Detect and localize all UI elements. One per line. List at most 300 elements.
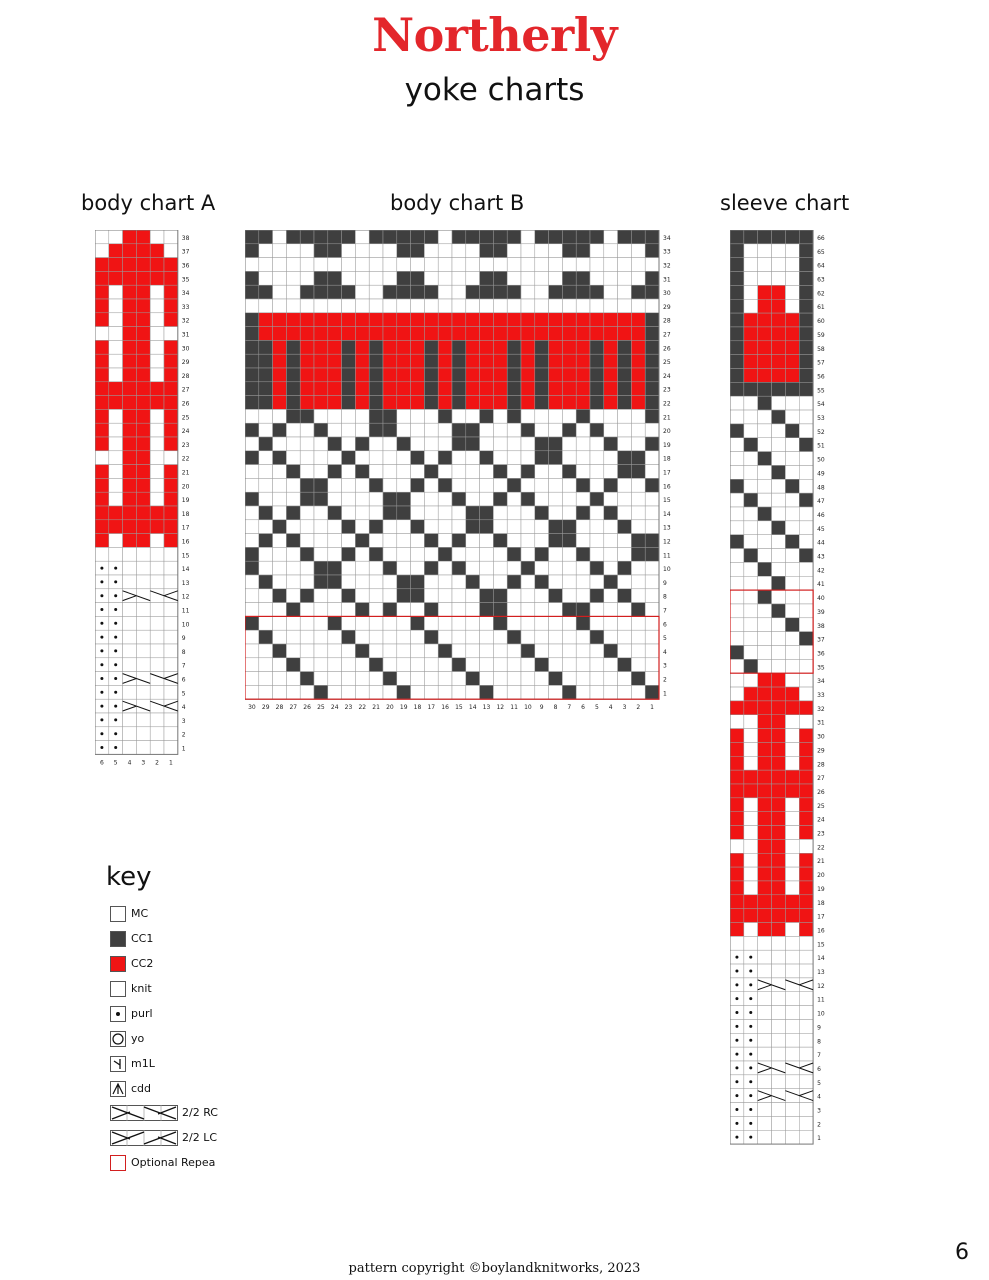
chart-cell <box>744 424 758 438</box>
chart-cell <box>424 271 438 285</box>
purl-stitch <box>749 1080 752 1083</box>
chart-cell <box>618 382 632 396</box>
chart-cell <box>411 423 425 437</box>
chart-cell <box>772 1033 786 1047</box>
chart-cell <box>300 630 314 644</box>
chart-cell <box>772 673 786 687</box>
chart-cell <box>645 244 659 258</box>
chart-cell <box>397 547 411 561</box>
chart-cell <box>397 423 411 437</box>
chart-cell <box>590 685 604 699</box>
chart-cell <box>245 561 259 575</box>
chart-cell <box>772 424 786 438</box>
chart-cell <box>245 630 259 644</box>
row-number: 39 <box>817 608 825 616</box>
row-number: 12 <box>663 538 671 546</box>
chart-cell <box>438 644 452 658</box>
chart-cell <box>369 327 383 341</box>
chart-cell <box>493 644 507 658</box>
chart-cell <box>521 465 535 479</box>
chart-cell <box>521 478 535 492</box>
row-number: 19 <box>181 497 190 505</box>
chart-cell <box>493 271 507 285</box>
chart-cell <box>507 230 521 244</box>
chart-cell <box>799 964 813 978</box>
chart-cell <box>730 618 744 632</box>
chart-cell <box>342 423 356 437</box>
chart-cell <box>507 547 521 561</box>
chart-cell <box>562 478 576 492</box>
chart-cell <box>645 672 659 686</box>
chart-cell <box>136 368 150 382</box>
chart-cell <box>480 630 494 644</box>
chart-cell <box>466 230 480 244</box>
chart-cell <box>466 313 480 327</box>
chart-cell <box>772 1103 786 1117</box>
chart-cell <box>314 561 328 575</box>
chart-cell <box>383 258 397 272</box>
chart-cell <box>631 230 645 244</box>
chart-cell <box>150 396 164 410</box>
chart-cell <box>245 465 259 479</box>
chart-cell <box>744 521 758 535</box>
chart-cell <box>245 340 259 354</box>
chart-cell <box>452 603 466 617</box>
chart-cell <box>507 409 521 423</box>
chart-cell <box>758 812 772 826</box>
chart-cell <box>438 506 452 520</box>
chart-cell <box>562 589 576 603</box>
chart-cell <box>730 465 744 479</box>
page-number: 6 <box>955 1240 969 1265</box>
chart-cell <box>411 685 425 699</box>
chart-cell <box>466 327 480 341</box>
chart-cell <box>123 672 137 686</box>
chart-cell <box>411 368 425 382</box>
chart-cell <box>355 506 369 520</box>
key-label: CC1 <box>131 932 154 945</box>
chart-cell <box>355 672 369 686</box>
column-number: 2 <box>155 759 160 767</box>
chart-cell <box>328 616 342 630</box>
chart-cell <box>369 423 383 437</box>
chart-cell <box>286 354 300 368</box>
chart-cell <box>576 658 590 672</box>
chart-cell <box>342 299 356 313</box>
chart-cell <box>562 492 576 506</box>
chart-cell <box>535 437 549 451</box>
chart-cell <box>507 658 521 672</box>
chart-cell <box>95 506 109 520</box>
chart-cell <box>618 506 632 520</box>
chart-cell <box>744 313 758 327</box>
chart-cell <box>95 520 109 534</box>
chart-cell <box>758 646 772 660</box>
chart-cell <box>383 230 397 244</box>
chart-cell <box>397 396 411 410</box>
chart-cell <box>758 452 772 466</box>
chart-cell <box>397 685 411 699</box>
chart-cell <box>576 368 590 382</box>
chart-cell <box>342 354 356 368</box>
chart-cell <box>369 575 383 589</box>
chart-cell <box>466 340 480 354</box>
chart-cell <box>150 713 164 727</box>
chart-cell <box>286 382 300 396</box>
cc1-swatch-icon <box>110 931 126 947</box>
chart-cell <box>397 285 411 299</box>
chart-cell <box>618 492 632 506</box>
chart-cell <box>562 230 576 244</box>
chart-cell <box>772 521 786 535</box>
chart-cell <box>549 630 563 644</box>
chart-cell <box>493 658 507 672</box>
purl-stitch <box>114 594 117 597</box>
chart-cell <box>369 492 383 506</box>
chart-cell <box>631 575 645 589</box>
body-chart-b <box>245 230 685 720</box>
chart-cell <box>273 685 287 699</box>
chart-cell <box>123 396 137 410</box>
purl-stitch <box>749 997 752 1000</box>
chart-cell <box>314 534 328 548</box>
chart-cell <box>604 658 618 672</box>
chart-cell <box>355 603 369 617</box>
column-number: 21 <box>372 704 380 712</box>
chart-cell <box>136 713 150 727</box>
chart-cell <box>618 589 632 603</box>
chart-cell <box>604 685 618 699</box>
chart-cell <box>164 658 178 672</box>
chart-cell <box>521 561 535 575</box>
chart-cell <box>136 630 150 644</box>
chart-cell <box>452 382 466 396</box>
row-number: 25 <box>663 359 671 367</box>
chart-cell <box>507 451 521 465</box>
chart-cell <box>507 396 521 410</box>
row-number: 28 <box>817 761 825 769</box>
row-number: 29 <box>817 747 825 755</box>
chart-cell <box>730 313 744 327</box>
chart-cell <box>549 271 563 285</box>
row-number: 32 <box>817 705 825 713</box>
sleeve-chart-title: sleeve chart <box>720 191 850 215</box>
chart-cell <box>618 658 632 672</box>
chart-cell <box>772 839 786 853</box>
chart-cell <box>562 575 576 589</box>
chart-cell <box>286 423 300 437</box>
chart-cell <box>645 534 659 548</box>
chart-cell <box>772 272 786 286</box>
chart-cell <box>645 478 659 492</box>
chart-cell <box>549 561 563 575</box>
chart-cell <box>785 299 799 313</box>
purl-stitch <box>735 1011 738 1014</box>
chart-cell <box>758 604 772 618</box>
chart-cell <box>164 244 178 258</box>
chart-cell <box>424 561 438 575</box>
chart-cell <box>618 396 632 410</box>
chart-cell <box>164 492 178 506</box>
chart-cell <box>273 258 287 272</box>
chart-cell <box>245 451 259 465</box>
chart-cell <box>618 630 632 644</box>
chart-cell <box>259 658 273 672</box>
chart-cell <box>730 521 744 535</box>
row-number: 30 <box>663 290 671 298</box>
chart-cell <box>397 409 411 423</box>
chart-cell <box>397 575 411 589</box>
chart-cell <box>645 230 659 244</box>
column-number: 13 <box>482 704 491 712</box>
chart-cell <box>383 313 397 327</box>
chart-cell <box>328 423 342 437</box>
chart-cell <box>507 685 521 699</box>
chart-cell <box>411 672 425 686</box>
chart-cell <box>164 382 178 396</box>
chart-cell <box>576 313 590 327</box>
row-number: 30 <box>181 345 190 353</box>
chart-cell <box>150 589 164 603</box>
chart-cell <box>314 437 328 451</box>
chart-cell <box>95 230 109 244</box>
chart-cell <box>355 561 369 575</box>
chart-cell <box>590 244 604 258</box>
chart-cell <box>355 575 369 589</box>
chart-cell <box>164 299 178 313</box>
chart-cell <box>300 547 314 561</box>
chart-cell <box>342 465 356 479</box>
chart-cell <box>286 285 300 299</box>
chart-cell <box>438 603 452 617</box>
chart-cell <box>438 382 452 396</box>
chart-cell <box>136 382 150 396</box>
chart-cell <box>314 396 328 410</box>
chart-cell <box>785 369 799 383</box>
chart-cell <box>618 340 632 354</box>
chart-cell <box>493 313 507 327</box>
chart-cell <box>452 437 466 451</box>
chart-cell <box>150 327 164 341</box>
chart-cell <box>466 630 480 644</box>
chart-cell <box>383 368 397 382</box>
row-number: 57 <box>817 359 825 367</box>
chart-cell <box>772 507 786 521</box>
chart-cell <box>150 285 164 299</box>
chart-cell <box>383 492 397 506</box>
chart-cell <box>604 244 618 258</box>
row-number: 2 <box>817 1121 821 1129</box>
row-number: 4 <box>663 648 667 656</box>
chart-cell <box>618 603 632 617</box>
chart-cell <box>493 409 507 423</box>
chart-cell <box>785 784 799 798</box>
purl-stitch <box>749 1025 752 1028</box>
row-number: 19 <box>817 885 825 893</box>
chart-cell <box>424 616 438 630</box>
chart-cell <box>785 895 799 909</box>
chart-cell <box>286 271 300 285</box>
chart-cell <box>590 396 604 410</box>
chart-cell <box>452 506 466 520</box>
chart-cell <box>424 575 438 589</box>
row-number: 20 <box>181 483 190 491</box>
chart-cell <box>604 354 618 368</box>
row-number: 9 <box>181 635 186 643</box>
chart-cell <box>466 299 480 313</box>
row-number: 3 <box>817 1107 821 1115</box>
chart-cell <box>369 644 383 658</box>
chart-cell <box>744 826 758 840</box>
chart-cell <box>397 465 411 479</box>
chart-cell <box>342 230 356 244</box>
chart-cell <box>549 451 563 465</box>
chart-cell <box>411 630 425 644</box>
purl-stitch <box>749 1053 752 1056</box>
chart-cell <box>273 423 287 437</box>
row-number: 10 <box>817 1010 825 1018</box>
chart-cell <box>480 672 494 686</box>
chart-cell <box>730 756 744 770</box>
chart-cell <box>576 603 590 617</box>
chart-cell <box>424 547 438 561</box>
chart-cell <box>438 258 452 272</box>
chart-cell <box>604 340 618 354</box>
chart-cell <box>631 589 645 603</box>
chart-cell <box>772 1019 786 1033</box>
chart-cell <box>730 867 744 881</box>
chart-cell <box>730 839 744 853</box>
chart-cell <box>604 409 618 423</box>
key-heading: key <box>106 862 152 892</box>
chart-cell <box>744 895 758 909</box>
chart-cell <box>730 438 744 452</box>
chart-cell <box>645 685 659 699</box>
chart-cell <box>758 687 772 701</box>
body-chart-a <box>95 230 205 780</box>
row-number: 21 <box>663 414 671 422</box>
chart-cell <box>109 244 123 258</box>
chart-cell <box>507 437 521 451</box>
chart-cell <box>164 561 178 575</box>
chart-cell <box>397 258 411 272</box>
column-number: 18 <box>413 704 422 712</box>
column-number: 22 <box>358 704 367 712</box>
chart-cell <box>645 271 659 285</box>
chart-cell <box>259 409 273 423</box>
chart-cell <box>772 452 786 466</box>
chart-cell <box>397 644 411 658</box>
chart-cell <box>785 341 799 355</box>
chart-cell <box>730 923 744 937</box>
chart-cell <box>785 923 799 937</box>
chart-cell <box>744 452 758 466</box>
row-number: 47 <box>817 498 825 506</box>
chart-cell <box>136 547 150 561</box>
chart-cell <box>95 547 109 561</box>
chart-cell <box>772 826 786 840</box>
chart-cell <box>730 355 744 369</box>
chart-cell <box>799 549 813 563</box>
chart-cell <box>369 561 383 575</box>
chart-cell <box>785 562 799 576</box>
chart-cell <box>300 616 314 630</box>
chart-cell <box>549 313 563 327</box>
chart-cell <box>562 299 576 313</box>
purl-stitch <box>100 732 103 735</box>
chart-cell <box>772 950 786 964</box>
chart-cell <box>424 299 438 313</box>
chart-cell <box>480 589 494 603</box>
chart-cell <box>730 493 744 507</box>
purl-stitch <box>100 705 103 708</box>
chart-cell <box>535 630 549 644</box>
chart-cell <box>328 437 342 451</box>
chart-cell <box>136 230 150 244</box>
chart-cell <box>259 313 273 327</box>
chart-cell <box>521 354 535 368</box>
chart-cell <box>758 341 772 355</box>
chart-cell <box>466 658 480 672</box>
chart-cell <box>590 354 604 368</box>
chart-cell <box>438 285 452 299</box>
chart-cell <box>799 396 813 410</box>
chart-cell <box>245 271 259 285</box>
purl-stitch <box>735 969 738 972</box>
chart-cell <box>507 354 521 368</box>
row-number: 32 <box>181 317 190 325</box>
chart-cell <box>744 853 758 867</box>
chart-cell <box>631 423 645 437</box>
chart-cell <box>493 534 507 548</box>
chart-cell <box>342 672 356 686</box>
chart-cell <box>355 382 369 396</box>
chart-cell <box>758 1033 772 1047</box>
chart-cell <box>164 616 178 630</box>
chart-cell <box>259 520 273 534</box>
chart-cell <box>521 299 535 313</box>
chart-cell <box>150 547 164 561</box>
chart-cell <box>549 575 563 589</box>
chart-cell <box>730 909 744 923</box>
chart-cell <box>631 327 645 341</box>
chart-cell <box>273 520 287 534</box>
chart-cell <box>785 382 799 396</box>
chart-cell <box>95 382 109 396</box>
chart-cell <box>109 271 123 285</box>
chart-cell <box>328 658 342 672</box>
chart-cell <box>799 936 813 950</box>
row-number: 59 <box>817 331 825 339</box>
chart-cell <box>314 409 328 423</box>
chart-cell <box>355 451 369 465</box>
row-number: 25 <box>181 414 190 422</box>
chart-cell <box>411 285 425 299</box>
chart-cell <box>286 534 300 548</box>
purl-dot-icon <box>110 1006 126 1022</box>
chart-cell <box>535 299 549 313</box>
chart-cell <box>438 368 452 382</box>
chart-cell <box>604 285 618 299</box>
chart-cell <box>411 534 425 548</box>
chart-cell <box>480 354 494 368</box>
chart-cell <box>631 437 645 451</box>
chart-cell <box>772 895 786 909</box>
chart-cell <box>744 549 758 563</box>
column-number: 5 <box>594 704 599 712</box>
key-label: knit <box>131 982 152 995</box>
chart-cell <box>480 603 494 617</box>
